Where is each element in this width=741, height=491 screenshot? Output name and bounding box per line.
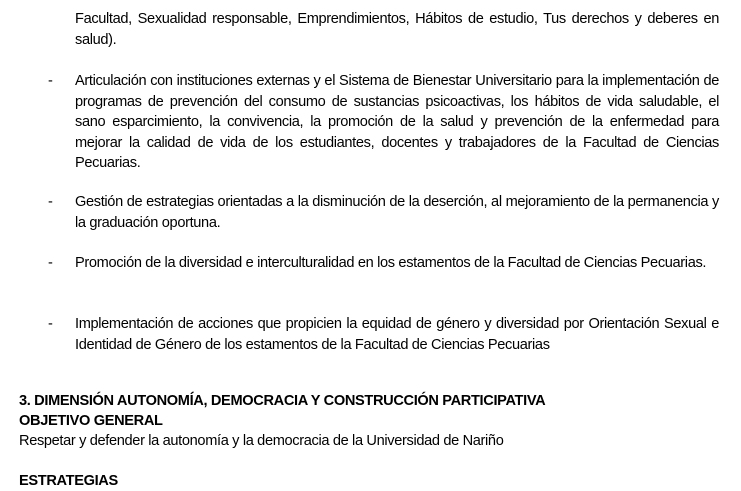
bullet-marker: -	[48, 316, 53, 332]
bullet-item-4: Implementación de acciones que propicien la equidad de género y diversidad por Orientación Sexual e Identidad de Género de los estamentos de la Facultad de Ciencias Pecuarias	[75, 316, 719, 353]
bullet-marker: -	[48, 194, 53, 210]
bullet-item-2: Gestión de estrategias orientadas a la disminución de la deserción, al mejoramiento de la permanencia y la graduación oportuna.	[75, 194, 719, 231]
bullet-marker: -	[48, 255, 53, 271]
bullet-item-3: Promoción de la diversidad e interculturalidad en los estamentos de la Facultad de Ciencias Pecuarias.	[75, 255, 707, 271]
continuation-paragraph: Facultad, Sexualidad responsable, Emprendimientos, Hábitos de estudio, Tus derechos y deberes en salud).	[75, 11, 719, 48]
bullet-item-1: Articulación con instituciones externas y el Sistema de Bienestar Universitario para la implementación de programas de prevención del consumo de sustancias psicoactivas, los hábitos de vida saludable, el sano esparcimiento, la convivencia, la promoción de la salud y prevención de la enfermedad para mejorar la calidad de vida de los estudiantes, docentes y trabajadores de la Facultad de Ciencias Pecuarias.	[75, 73, 719, 171]
strategies-heading: ESTRATEGIAS	[19, 473, 118, 489]
objective-heading: OBJETIVO GENERAL	[19, 413, 163, 429]
objective-text: Respetar y defender la autonomía y la democracia de la Universidad de Nariño	[19, 433, 504, 449]
section-title: 3. DIMENSIÓN AUTONOMÍA, DEMOCRACIA Y CONSTRUCCIÓN PARTICIPATIVA	[19, 393, 546, 409]
bullet-marker: -	[48, 73, 53, 89]
